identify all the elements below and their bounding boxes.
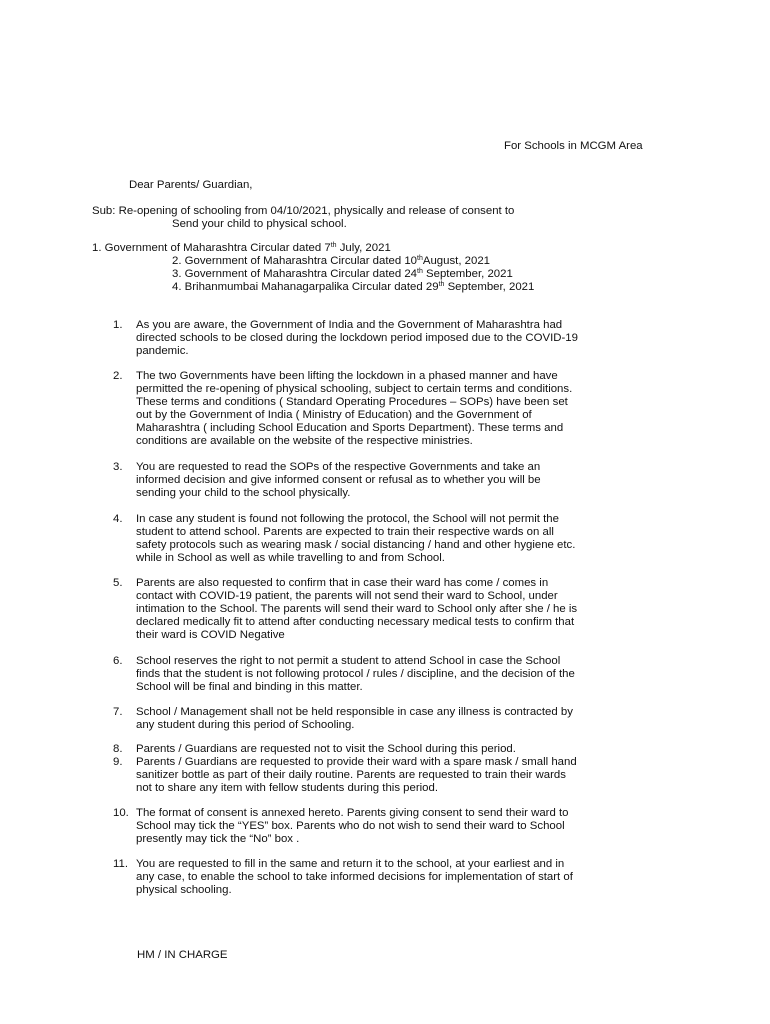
point-paragraph: The two Governments have been lifting the lockdown in a phased manner and have permitted the re-opening of physical schooling, subject to certain terms and conditions. These terms and conditions ( Standard Operating Procedures – SOPs) have been set out by the Government of India ( Ministry of Education) and the Government of Maharashtra ( including School Education and Sports Department). These terms and conditions are available on the website of the respective ministries. (136, 370, 573, 447)
subject-line-1: Sub: Re-opening of schooling from 04/10/2021, physically and release of consent to (92, 205, 515, 217)
point-number: 4. (113, 513, 123, 525)
reference-3: 3. Government of Maharashtra Circular dated 24th September, 2021 (172, 268, 513, 280)
point-number: 2. (113, 370, 123, 382)
for-schools-heading: For Schools in MCGM Area (504, 140, 643, 152)
point-paragraph: Parents are also requested to confirm that in case their ward has come / comes in contact with COVID-19 patient, the parents will not send their ward to School, under intimation to the School. The parents will send their ward to School only after she / he is declared medically fit to attend after conducting necessary medical tests to confirm that their ward is COVID Negative (136, 577, 578, 641)
point-number: 6. (113, 655, 123, 667)
point-paragraph: Parents / Guardians are requested not to visit the School during this period. (136, 743, 516, 755)
subject-line-2: Send your child to physical school. (172, 218, 347, 230)
point-paragraph: You are requested to fill in the same and return it to the school, at your earliest and in any case, to enable the school to take informed decisions for implementation of start of physical schooling. (136, 858, 573, 896)
point-number: 8. (113, 743, 123, 755)
point-paragraph: In case any student is found not following the protocol, the School will not permit the student to attend school. Parents are expected to train their respective wards on all safety protocols such as wearing mask / social distancing / hand and other hygiene etc. while in School as well as while travelling to and from School. (136, 513, 576, 564)
point-number: 3. (113, 461, 123, 473)
point-paragraph: School reserves the right to not permit a student to attend School in case the School finds that the student is not following protocol / rules / discipline, and the decision of the School will be final and binding in this matter. (136, 655, 575, 693)
point-number: 1. (113, 319, 123, 331)
signature-line: HM / IN CHARGE (137, 949, 228, 961)
point-number: 5. (113, 577, 123, 589)
point-number: 7. (113, 706, 123, 718)
point-number: 10. (113, 807, 129, 819)
point-paragraph: School / Management shall not be held responsible in case any illness is contracted by any student during this period of Schooling. (136, 706, 573, 731)
reference-2: 2. Government of Maharashtra Circular dated 10thAugust, 2021 (172, 255, 491, 267)
reference-1: 1. Government of Maharashtra Circular dated 7th July, 2021 (92, 242, 391, 254)
point-number: 11. (113, 858, 128, 870)
point-number: 9. (113, 756, 123, 768)
point-paragraph: Parents / Guardians are requested to provide their ward with a spare mask / small hand sanitizer bottle as part of their daily routine. Parents are requested to train their wards not to share any item with fellow students during this period. (136, 756, 577, 794)
point-paragraph: The format of consent is annexed hereto. Parents giving consent to send their ward to School may tick the “YES” box. Parents who do not wish to send their ward to School presently may tick the “No” box . (136, 807, 569, 845)
reference-4: 4. Brihanmumbai Mahanagarpalika Circular dated 29th September, 2021 (172, 281, 535, 293)
point-paragraph: You are requested to read the SOPs of the respective Governments and take an informed decision and give informed consent or refusal as to whether you will be sending your child to the school physically. (136, 461, 541, 499)
point-paragraph: As you are aware, the Government of India and the Government of Maharashtra had directed schools to be closed during the lockdown period imposed due to the COVID-19 pandemic. (136, 319, 578, 357)
salutation: Dear Parents/ Guardian, (129, 179, 253, 191)
